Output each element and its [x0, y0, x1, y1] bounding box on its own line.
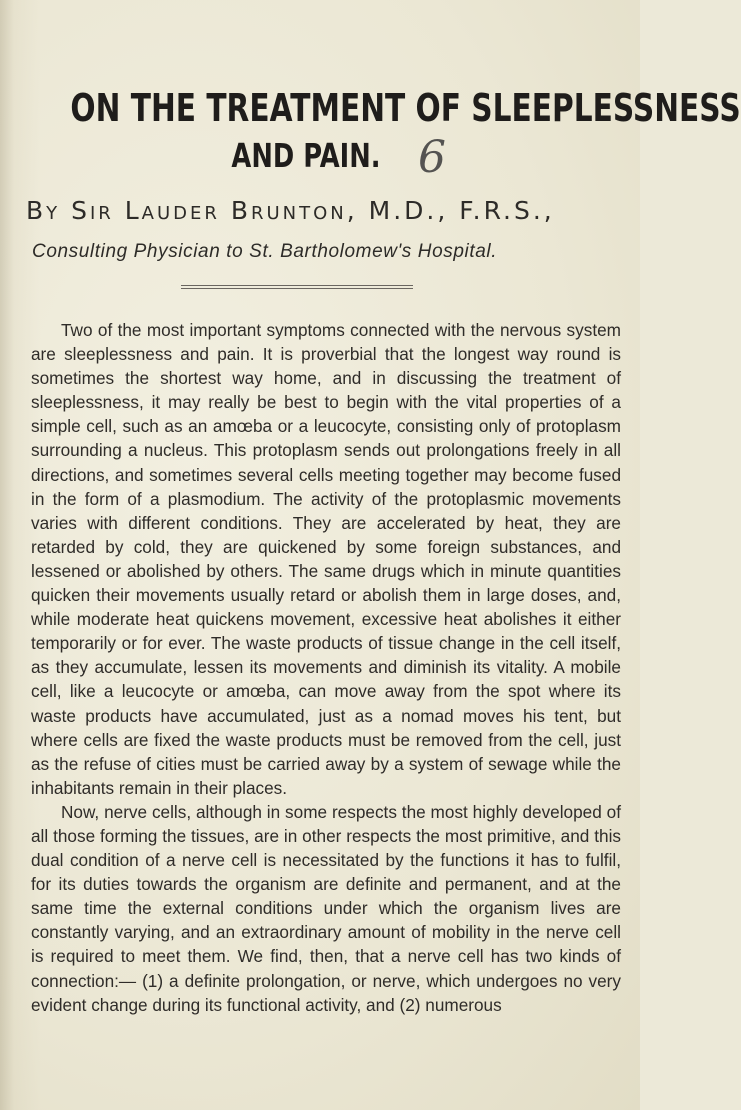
divider-rule-bottom	[181, 288, 413, 289]
paragraph-1: Two of the most important symptoms connected with the nervous system are sleeplessness and pain. It is proverbial that the longest way round is sometimes the shortest way home, and in discussing the treatment of sleeplessness, it may really be best to begin with the vital properties of a simple cell, such as an amœba or a leucocyte, consisting only of protoplasm surrounding a nucleus. This protoplasm sends out prolongations freely in all directions, and sometimes several cells meeting together may become fused in the form of a plasmodium. The activity of the protoplasmic movements varies with different conditions. They are accelerated by heat, they are retarded by cold, they are quickened by some foreign substances, and lessened or abolished by others. The same drugs which in minute quantities quicken their movements usually retard or abolish them in large doses, and, while moderate heat quickens movement, excessive heat abolishes it either temporarily or for ever. The waste products of tissue change in the cell itself, as they accumulate, lessen its movements and diminish its vitality. A mobile cell, like a leucocyte or amœba, can move away from the spot where its waste products have accumulated, just as a nomad moves his tent, but where cells are fixed the waste products must be removed from the cell, just as the refuse of cities must be carried away by a system of sewage while the inhabitants remain in their places.	[31, 320, 621, 798]
title-line-1: ON THE TREATMENT OF SLEEPLESSNESS	[70, 86, 741, 130]
paragraph-2: Now, nerve cells, although in some respects the most highly developed of all those forming the tissues, are in other respects the most primitive, and this dual condition of a nerve cell is necessitated by the functions it has to fulfil, for its duties towards the organism are definite and permanent, and at the same time the external conditions under which the organism lives are constantly varying, and an extraordinary amount of mobility in the nerve cell is required to meet them. We find, then, that a nerve cell has two kinds of connection:— (1) a definite prolongation, or nerve, which undergoes no very evident change during its functional activity, and (2) numerous	[31, 801, 621, 1015]
author-affiliation: Consulting Physician to St. Bartholomew's Hospital.	[32, 241, 498, 262]
title-line-2: AND PAIN.	[231, 136, 381, 175]
handwritten-mark: 6	[418, 132, 446, 183]
author-byline: By Sir Lauder Brunton, M.D., F.R.S.,	[26, 196, 555, 225]
article-body	[31, 318, 621, 1017]
divider-rule-top	[181, 285, 413, 286]
